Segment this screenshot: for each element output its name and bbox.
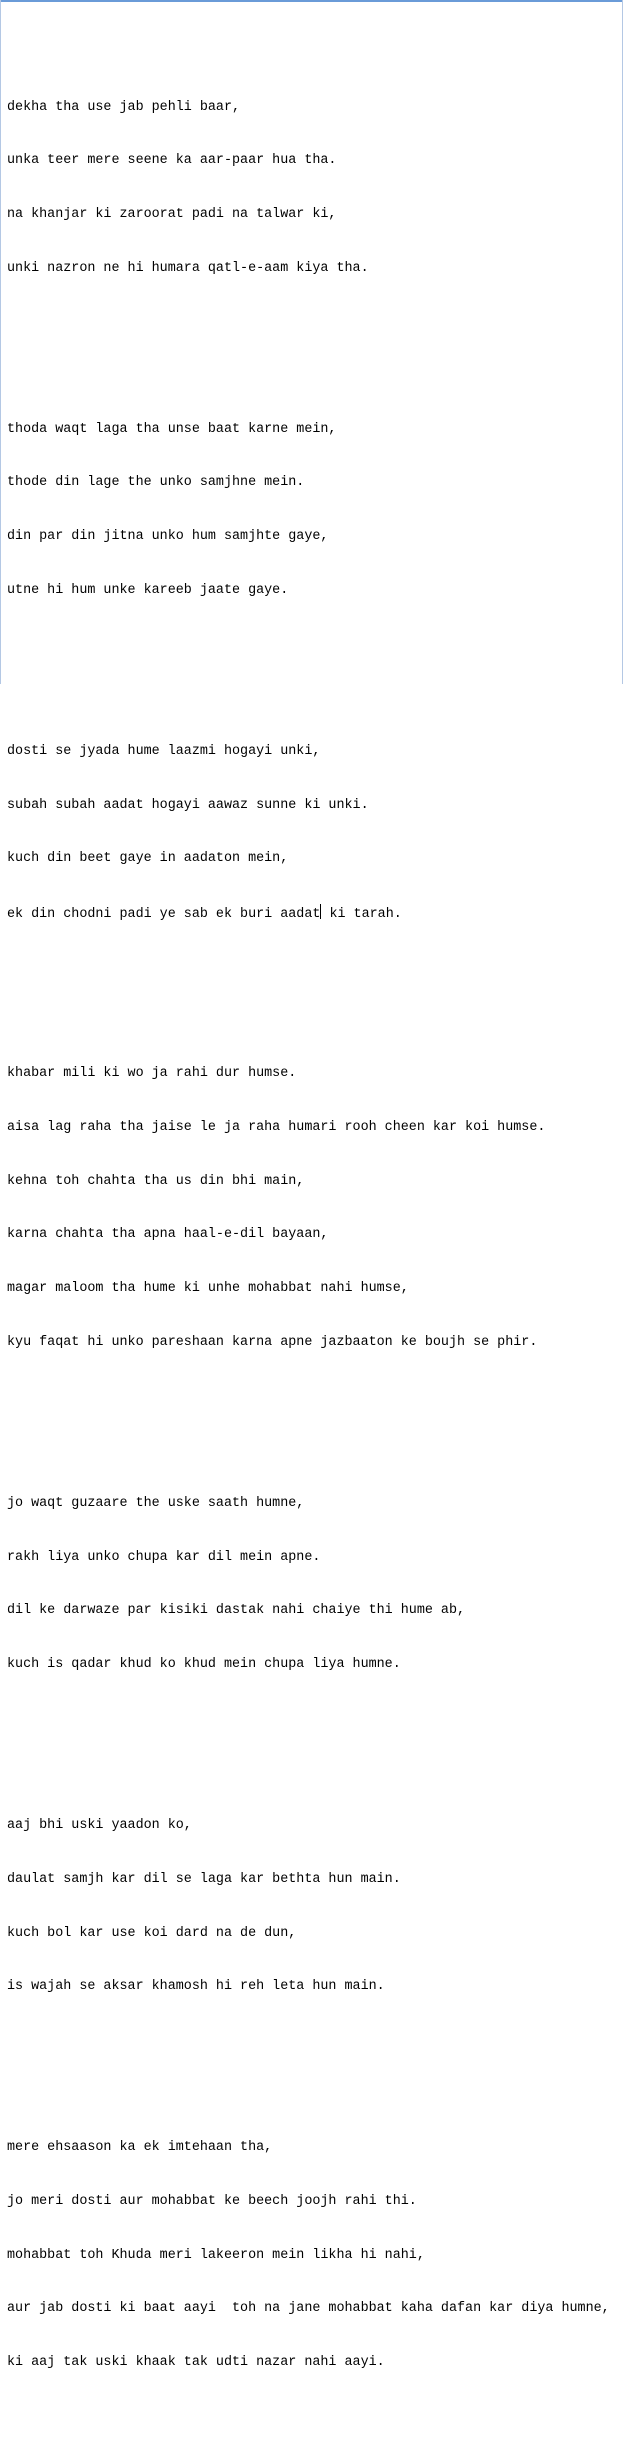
text-line: subah subah aadat hogayi aawaz sunne ki unki. bbox=[7, 797, 369, 813]
text-line: thode din lage the unko samjhne mein. bbox=[7, 475, 305, 491]
stanza-5 bbox=[7, 1459, 619, 1710]
stanza-3 bbox=[7, 707, 619, 958]
text-line: daulat samjh kar dil se laga kar bethta hun main. bbox=[7, 1871, 401, 1887]
stanza-1 bbox=[7, 63, 619, 314]
text-line: is wajah se aksar khamosh hi reh leta hun main. bbox=[7, 1979, 385, 1995]
text-line: unki nazron ne hi humara qatl-e-aam kiya tha. bbox=[7, 260, 369, 276]
stanza-7 bbox=[7, 2104, 619, 2408]
text-line: magar maloom tha hume ki unhe mohabbat nahi humse, bbox=[7, 1281, 409, 1297]
text-line: mohabbat toh Khuda meri lakeeron mein likha hi nahi, bbox=[7, 2247, 425, 2263]
editor-left-border bbox=[0, 0, 1, 684]
text-line: ki aaj tak uski khaak tak udti nazar nahi aayi. bbox=[7, 2355, 385, 2371]
text-line: dil ke darwaze par kisiki dastak nahi chaiye thi hume ab, bbox=[7, 1603, 466, 1619]
text-line: karna chahta tha apna haal-e-dil bayaan, bbox=[7, 1227, 329, 1243]
text-line: jo meri dosti aur mohabbat ke beech joojh rahi thi. bbox=[7, 2194, 417, 2210]
text-line: rakh liya unko chupa kar dil mein apne. bbox=[7, 1549, 321, 1565]
text-line: utne hi hum unke kareeb jaate gaye. bbox=[7, 582, 289, 598]
text-line: jo waqt guzaare the uske saath humne, bbox=[7, 1495, 305, 1511]
text-line: aaj bhi uski yaadon ko, bbox=[7, 1818, 192, 1834]
text-line: kuch din beet gaye in aadaton mein, bbox=[7, 851, 289, 867]
text-line: mere ehsaason ka ek imtehaan tha, bbox=[7, 2140, 273, 2156]
text-line: kuch is qadar khud ko khud mein chupa liya humne. bbox=[7, 1656, 401, 1672]
text-line: dekha tha use jab pehli baar, bbox=[7, 99, 241, 115]
text-line: kehna toh chahta tha us din bhi main, bbox=[7, 1173, 305, 1189]
stanza-4 bbox=[7, 1029, 619, 1387]
text-line-before-caret: ek din chodni padi ye sab ek buri aadat bbox=[7, 907, 321, 923]
text-line-with-caret bbox=[7, 904, 619, 922]
text-line: kyu faqat hi unko pareshaan karna apne jazbaaton ke boujh se phir. bbox=[7, 1334, 538, 1350]
editor-text-area[interactable] bbox=[7, 9, 619, 2462]
text-line: aur jab dosti ki baat aayi toh na jane mohabbat kaha dafan kar diya humne, bbox=[7, 2301, 610, 2317]
text-line: dosti se jyada hume laazmi hogayi unki, bbox=[7, 744, 321, 759]
text-line: na khanjar ki zaroorat padi na talwar ki, bbox=[7, 206, 337, 222]
text-line: thoda waqt laga tha unse baat karne mein, bbox=[7, 421, 337, 437]
editor-top-border bbox=[0, 0, 623, 2]
text-line: aisa lag raha tha jaise le ja raha humari rooh cheen kar koi humse. bbox=[7, 1119, 546, 1135]
text-line: unka teer mere seene ka aar-paar hua tha. bbox=[7, 153, 337, 169]
stanza-2 bbox=[7, 385, 619, 636]
text-line: din par din jitna unko hum samjhte gaye, bbox=[7, 529, 329, 545]
text-line: khabar mili ki wo ja rahi dur humse. bbox=[7, 1066, 297, 1082]
stanza-6 bbox=[7, 1781, 619, 2032]
text-line-after-caret: ki tarah. bbox=[321, 907, 402, 923]
text-line: kuch bol kar use koi dard na de dun, bbox=[7, 1925, 297, 1941]
